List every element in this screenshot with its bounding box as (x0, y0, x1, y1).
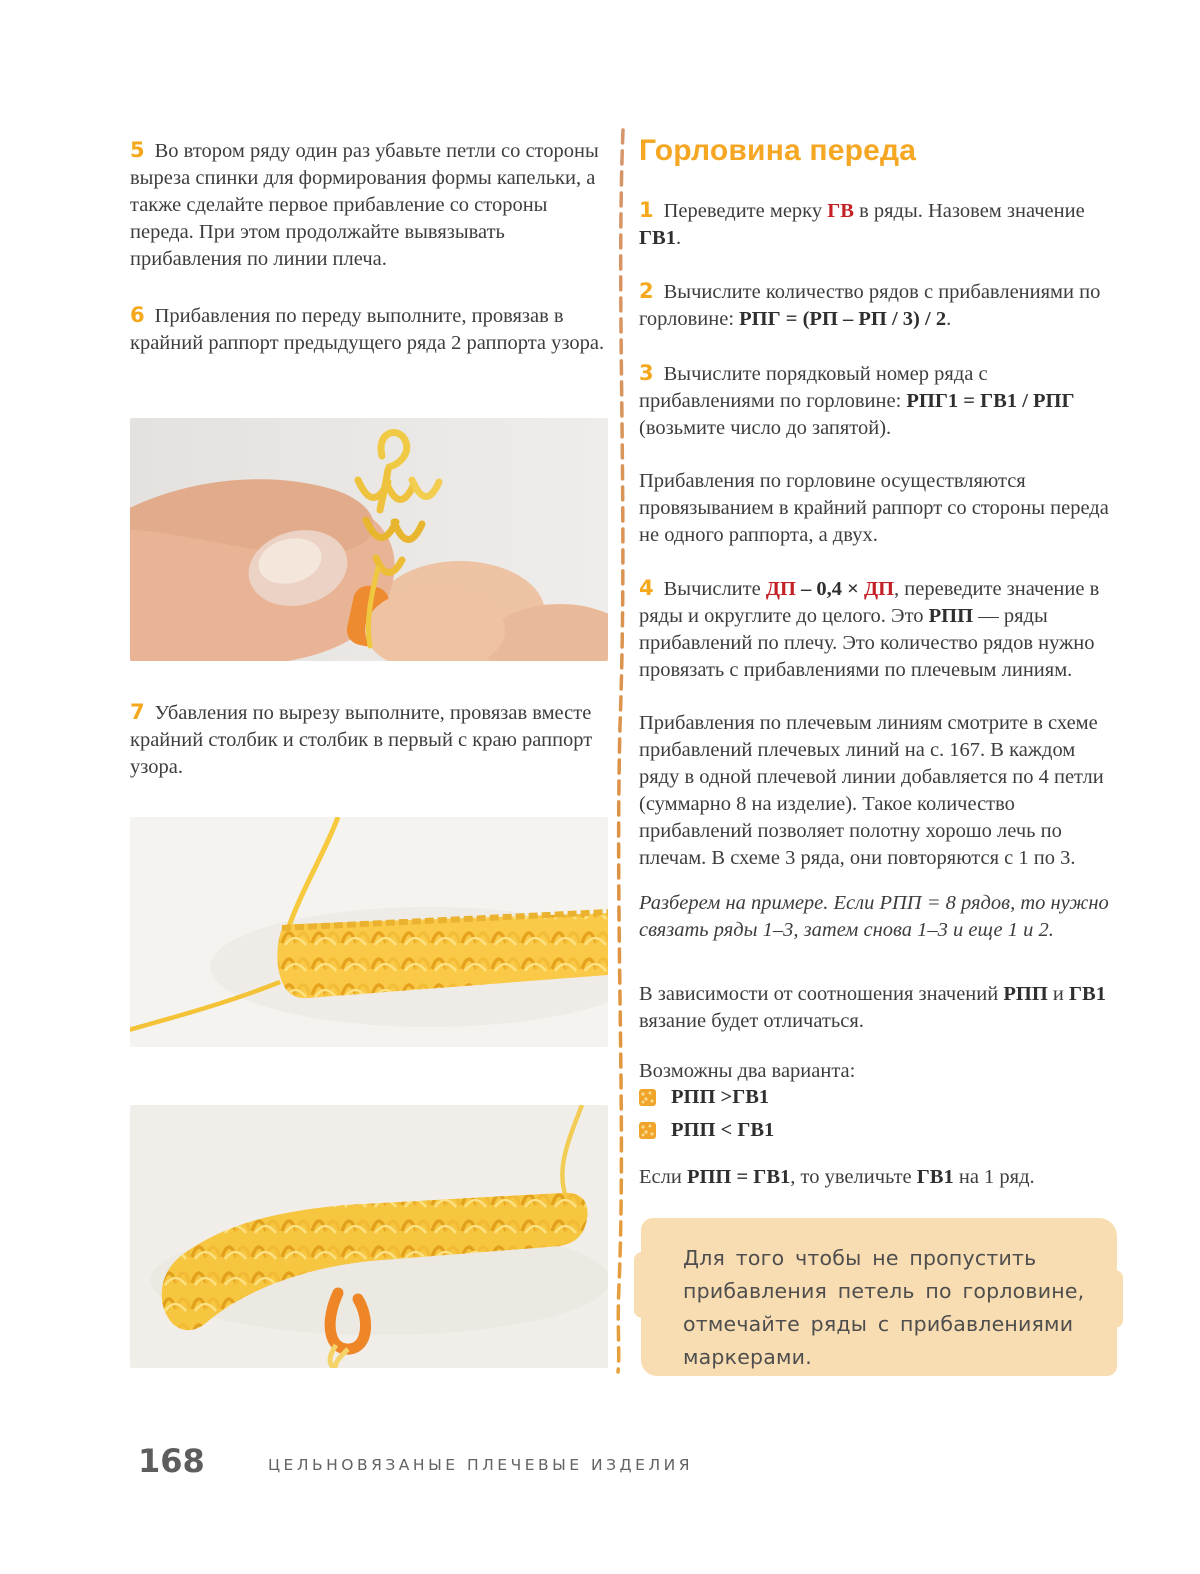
step-2 (639, 278, 1116, 333)
paragraph-equal-case (639, 1164, 1116, 1191)
tip-note-box (641, 1218, 1117, 1376)
variant-2-label: РПП < ГВ1 (671, 1119, 775, 1141)
paragraph-text: Если (639, 1166, 687, 1188)
formula-dp: – 0,4 × (795, 578, 864, 600)
crochet-strip-illustration (130, 817, 608, 1047)
step-2-text: . (946, 308, 952, 330)
yarn-bullet-icon (639, 1122, 656, 1139)
step-3 (639, 360, 1116, 442)
term-gv1: ГВ1 (639, 227, 676, 249)
step-6-text: Прибавления по переду выполните, провязав в крайний раппорт предыдущего ряда 2 раппорта узора. (130, 305, 605, 354)
step-4-text: — ряды прибавлений по плечу. Это количество рядов нужно провязать с прибавлениями по плечевым линиям. (639, 605, 1095, 681)
term-dp: ДП (765, 578, 796, 600)
step-1-text: Переведите мерку (663, 200, 828, 222)
crochet-strip-marker-illustration (130, 1105, 608, 1368)
footer-running-title: ЦЕЛЬНОВЯЗАНЫЕ ПЛЕЧЕВЫЕ ИЗДЕЛИЯ (268, 1456, 693, 1474)
photo-crochet-strip (130, 817, 608, 1047)
step-5-number: 5 (130, 138, 145, 162)
term-rpp: РПП (928, 605, 974, 627)
step-2-number: 2 (639, 279, 654, 303)
step-4-text: , переведите значение в ряды и округлите до целого. Это (639, 578, 1100, 627)
yarn-bullet-icon (639, 1089, 656, 1106)
tip-note-text: Для того чтобы не пропустить прибавления петель по горловине, отмечайте ряды с прибавлениями маркерами. (683, 1246, 1085, 1369)
step-1-number: 1 (639, 198, 654, 222)
example-paragraph: Разберем на примере. Если РПП = 8 рядов, то нужно связать ряды 1–3, затем снова 1–3 и еще 1 и 2. (639, 892, 1109, 941)
step-5 (130, 137, 608, 273)
step-7 (130, 699, 608, 781)
hand-crochet-illustration (130, 418, 608, 661)
step-4 (639, 575, 1116, 684)
step-2-text: Вычислите количество рядов с прибавлениями по горловине: (639, 281, 1101, 330)
step-4-text: Вычислите (663, 578, 766, 600)
step-1-text: . (675, 227, 682, 249)
paragraph-text: на 1 ряд. (953, 1166, 1035, 1188)
term-rpp: РПП (1003, 983, 1048, 1005)
paragraph-text: вязание будет отличаться. (639, 1010, 864, 1032)
step-6-number: 6 (130, 303, 145, 327)
variant-1-label: РПП >ГВ1 (671, 1086, 770, 1108)
step-1 (639, 197, 1116, 252)
step-3-number: 3 (639, 361, 654, 385)
paragraph-neckline-increases: Прибавления по горловине осуществляются провязыванием в крайний раппорт со стороны переда не одного раппорта, а двух. (639, 470, 1109, 546)
photo-crochet-strip-with-marker (130, 1105, 608, 1368)
term-gv: ГВ (827, 200, 854, 222)
paragraph-text: и (1047, 983, 1070, 1005)
variant-item-2 (639, 1119, 1116, 1142)
step-7-text: Убавления по вырезу выполните, провязав вместе крайний столбик и столбик в первый с краю раппорт узора. (130, 702, 593, 778)
page-number: 168 (138, 1442, 205, 1480)
step-5-text: Во втором ряду один раз убавьте петли со стороны выреза спинки для формирования формы капельки, а также сделайте первое прибавление со стороны переда. При этом продолжайте вывязывать прибавления по линии плеча. (130, 140, 599, 270)
step-6 (130, 302, 608, 357)
step-7-number: 7 (130, 700, 145, 724)
photo-hand-crochet-swatch (130, 418, 608, 661)
formula-rpg: РПГ = (РП – РП / 3) / 2 (739, 308, 947, 330)
paragraph-shoulder-increases: Прибавления по плечевым линиям смотрите в схеме прибавлений плечевых линий на с. 167. В каждом ряду в одной плечевой линии добавляется по 4 петли (суммарно 8 на изделие). Такое количество прибавлений позволяет полотну хорошо лечь по плечам. В схеме 3 ряда, они повторяются с 1 по 3. (639, 712, 1104, 869)
variants-label: Возможны два варианта: (639, 1060, 856, 1082)
paragraph-depends (639, 981, 1116, 1035)
step-1-text: в ряды. Назовем значение (853, 200, 1085, 222)
column-divider-dashed-line (606, 126, 642, 1376)
step-4-number: 4 (639, 576, 654, 600)
paragraph-text: В зависимости от соотношения значений (639, 983, 1004, 1005)
paragraph-text: , то увеличьте (790, 1166, 917, 1188)
step-3-text: (возьмите число до запятой). (639, 417, 892, 439)
formula-rpg1: РПГ1 = ГВ1 / РПГ (906, 390, 1075, 412)
step-3-text: Вычислите порядковый номер ряда с прибавлениями по горловине: (639, 363, 988, 412)
term-gv1: ГВ1 (1069, 983, 1106, 1005)
section-heading: Горловина переда (639, 134, 917, 167)
term-dp: ДП (863, 578, 895, 600)
variant-item-1 (639, 1086, 1116, 1109)
term-gv1: ГВ1 (916, 1166, 954, 1188)
formula-equal: РПП = ГВ1 (686, 1166, 791, 1188)
